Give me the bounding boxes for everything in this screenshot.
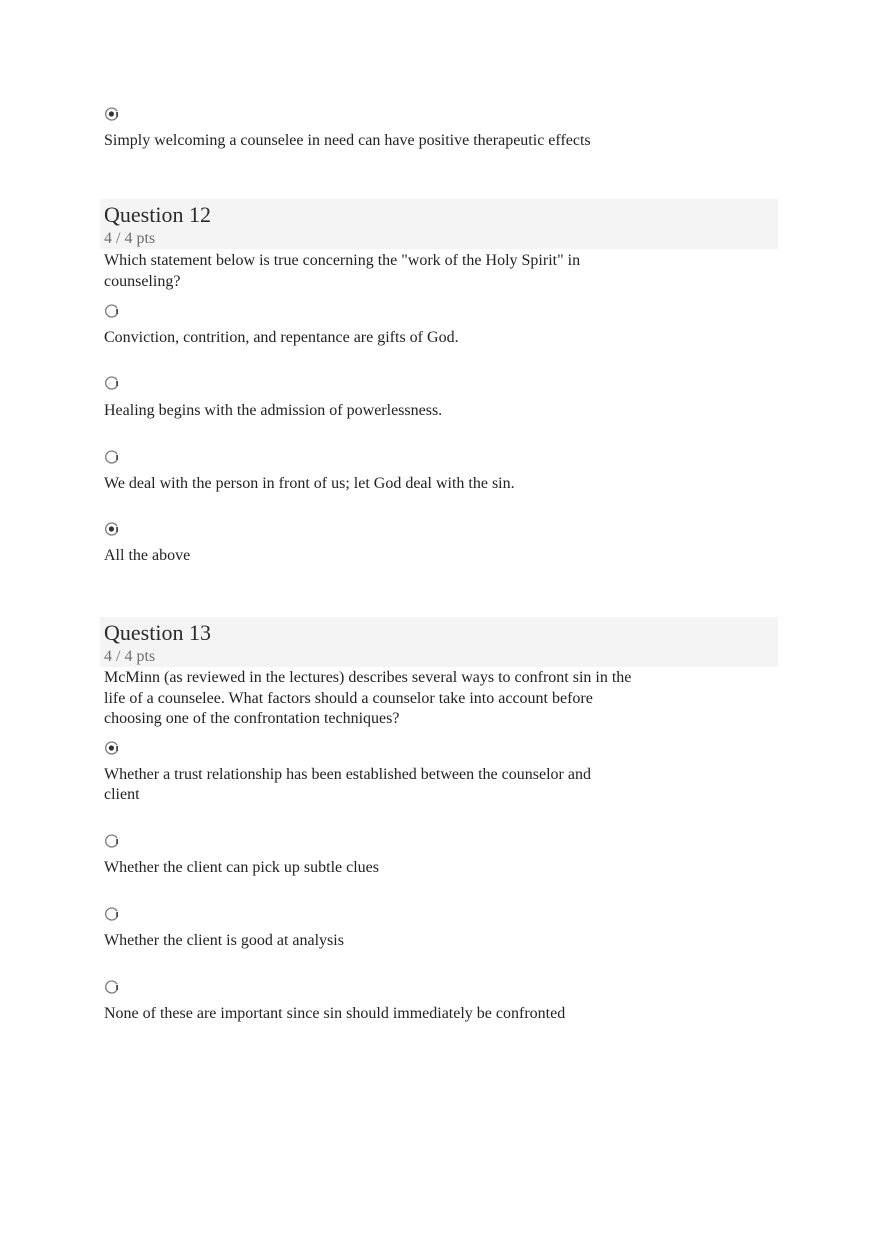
radio-unselected-icon — [105, 304, 119, 318]
radio-button-selected[interactable] — [105, 107, 119, 121]
question-prompt: McMinn (as reviewed in the lectures) describes several ways to confront sin in the life of a counselee. What factors should a counselor take into account before choosing one of the confrontation techniques? — [104, 669, 632, 727]
radio-button-selected[interactable] — [105, 522, 119, 536]
answer-text: Whether the client is good at analysis — [104, 932, 344, 949]
answer-text: Whether a trust relationship has been established between the counselor and client — [104, 766, 591, 803]
answer-text: All the above — [104, 547, 191, 564]
radio-button[interactable] — [105, 834, 119, 848]
question-prompt: Which statement below is true concerning the "work of the Holy Spirit" in counseling? — [104, 252, 581, 290]
radio-selected-icon — [105, 522, 119, 536]
radio-button[interactable] — [105, 304, 119, 318]
question-points: 4 / 4 pts — [104, 648, 156, 665]
question-title: Question 12 — [104, 202, 211, 227]
answer-text: Healing begins with the admission of powerlessness. — [104, 402, 443, 419]
question-title: Question 13 — [104, 620, 211, 645]
answer-text: Conviction, contrition, and repentance are gifts of God. — [104, 329, 459, 346]
question-13-header — [100, 617, 778, 667]
radio-button[interactable] — [105, 450, 119, 464]
answer-text: Whether the client can pick up subtle clues — [104, 859, 380, 876]
answer-text: Simply welcoming a counselee in need can have positive therapeutic effects — [104, 132, 591, 149]
question-points: 4 / 4 pts — [104, 230, 156, 247]
question-12-header — [100, 199, 778, 249]
radio-unselected-icon — [105, 376, 119, 390]
radio-selected-icon — [105, 741, 119, 755]
radio-unselected-icon — [105, 834, 119, 848]
radio-button[interactable] — [105, 376, 119, 390]
radio-unselected-icon — [105, 450, 119, 464]
answer-text: We deal with the person in front of us; let God deal with the sin. — [104, 475, 515, 492]
radio-unselected-icon — [105, 907, 119, 921]
radio-button[interactable] — [105, 980, 119, 994]
radio-unselected-icon — [105, 980, 119, 994]
radio-button[interactable] — [105, 907, 119, 921]
radio-button-selected[interactable] — [105, 741, 119, 755]
answer-text: None of these are important since sin should immediately be confronted — [104, 1005, 566, 1022]
radio-selected-icon — [105, 107, 119, 121]
